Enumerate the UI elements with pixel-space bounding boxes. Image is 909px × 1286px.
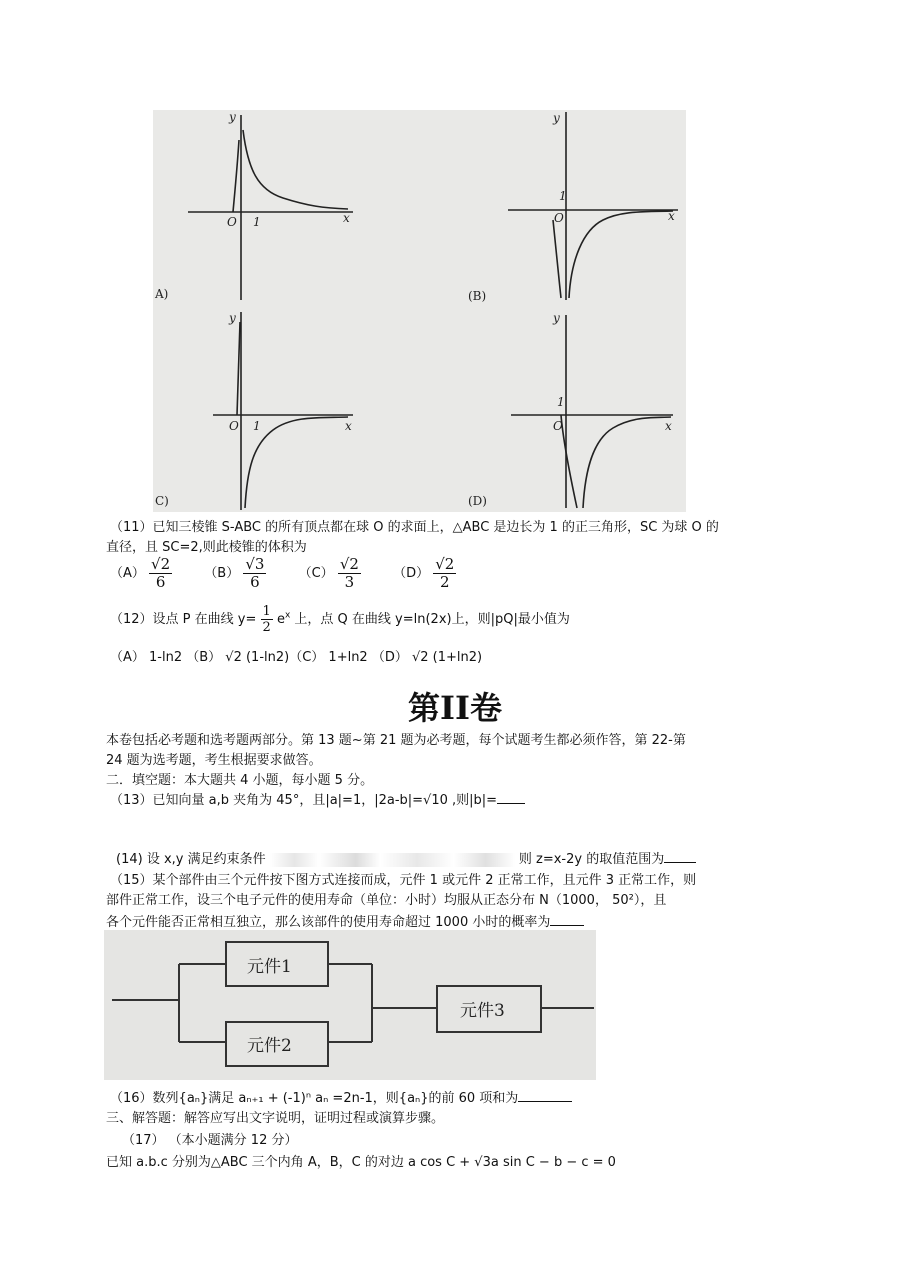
component3-label: 元件3 xyxy=(460,1001,505,1021)
q11-choice-c-fraction xyxy=(338,556,361,591)
function-graphs-svg xyxy=(153,110,686,512)
graph-b xyxy=(508,112,678,300)
graph-d-curve-left xyxy=(561,415,577,508)
q11-choice-d-den: 2 xyxy=(440,573,450,591)
graph-d-origin: O xyxy=(553,419,563,433)
graph-a xyxy=(188,115,353,300)
graph-a-origin: O xyxy=(227,215,237,229)
q14-blank xyxy=(664,862,696,863)
q11-choice-c-den: 3 xyxy=(344,573,355,591)
q11-line1: （11）已知三棱锥 S-ABC 的所有顶点都在球 O 的求面上，△ABC 是边长为 1 的正三角形，SC 为球 O 的 xyxy=(110,520,719,535)
graph-a-curve-left xyxy=(233,140,239,212)
q12-prefix: （12）设点 P 在曲线 y= xyxy=(110,612,257,627)
q11-choice-d-fraction xyxy=(433,556,456,591)
q13-text: （13）已知向量 a,b 夹角为 45°，且|a|=1，|2a-b|=√10 ,则|b|= xyxy=(110,793,498,808)
graph-b-x-label: x xyxy=(668,209,675,223)
graph-b-label: (B) xyxy=(468,289,487,303)
graph-b-tick-one: 1 xyxy=(559,189,567,203)
q14-question xyxy=(116,848,696,867)
circuit-diagram xyxy=(104,930,596,1080)
q11-choice-c xyxy=(299,556,361,591)
q12-exp-sup: x xyxy=(284,610,291,621)
q16-blank xyxy=(518,1101,572,1102)
q11-choice-b-fraction xyxy=(243,556,266,591)
q11-choice-d-num: √2 xyxy=(435,555,455,573)
graph-d xyxy=(511,315,673,508)
q11-choice-c-label: （C） xyxy=(298,566,334,581)
q11-choices xyxy=(110,556,484,591)
section2-heading: 二．填空题：本大题共 4 小题，每小题 5 分。 xyxy=(106,773,374,788)
section3-heading: 三、解答题：解答应写出文字说明，证明过程或演算步骤。 xyxy=(106,1111,445,1126)
q11-choice-a xyxy=(110,556,172,591)
q12-suffix: 上，点 Q 在曲线 y=ln(2x)上，则|pQ|最小值为 xyxy=(294,612,570,627)
part2-intro-line1: 本卷包括必考题和选考题两部分。第 13 题~第 21 题为必考题，每个试题考生都必须作答，第 22-第 xyxy=(106,733,686,748)
q14-constraint-image xyxy=(270,853,515,867)
circuit-diagram-svg xyxy=(104,930,596,1080)
graph-a-tick-one: 1 xyxy=(253,215,261,229)
q17-text: 已知 a.b.c 分别为△ABC 三个内角 A，B，C 的对边 a cos C + √3a sin C − b − c = 0 xyxy=(106,1155,616,1170)
graph-c-tick-one: 1 xyxy=(253,419,261,433)
graph-d-x-label: x xyxy=(665,419,672,433)
graph-c-origin: O xyxy=(229,419,239,433)
q11-choice-b-den: 6 xyxy=(250,573,260,591)
q11-choice-a-label: （A） xyxy=(110,566,145,581)
part2-title: 第II卷 xyxy=(408,689,502,727)
graph-a-label: A) xyxy=(155,287,169,301)
component1-label: 元件1 xyxy=(247,957,292,977)
q13-blank xyxy=(497,803,525,804)
graph-b-curve-left xyxy=(553,220,561,298)
q12-frac-den: 2 xyxy=(262,620,271,635)
part2-intro-line2: 24 题为选考题，考生根据要求做答。 xyxy=(106,753,322,768)
q15-line3 xyxy=(106,911,584,930)
graph-b-origin: O xyxy=(554,211,564,225)
q12-exp: e xyxy=(276,612,285,627)
q12-frac-num: 1 xyxy=(262,604,271,619)
q11-line2: 直径，且 SC=2,则此棱锥的体积为 xyxy=(106,540,307,555)
graph-a-y-label: y xyxy=(229,110,236,124)
q11-choice-c-num: √2 xyxy=(339,555,359,573)
graph-c xyxy=(213,312,353,510)
q16-question xyxy=(110,1087,572,1106)
function-graphs-figure xyxy=(153,110,686,512)
q11-choice-d xyxy=(393,556,456,591)
q11-choice-b-num: √3 xyxy=(245,555,265,573)
q13-question xyxy=(110,789,525,808)
graph-c-curve-left xyxy=(237,322,240,415)
component2-label: 元件2 xyxy=(247,1036,292,1056)
q16-text: （16）数列{aₙ}满足 aₙ₊₁ + (-1)ⁿ aₙ =2n-1，则{aₙ}的前 60 项和为 xyxy=(110,1091,519,1106)
graph-c-y-label: y xyxy=(229,311,236,325)
graph-d-label: (D) xyxy=(468,494,487,508)
q11-choice-b xyxy=(204,556,266,591)
graph-c-x-label: x xyxy=(345,419,352,433)
q11-choice-a-den: 6 xyxy=(155,573,166,591)
q17-header: （17） （本小题满分 12 分） xyxy=(122,1133,298,1148)
q12-fraction xyxy=(261,604,273,635)
graph-a-x-label: x xyxy=(343,211,350,225)
q11-choice-a-fraction xyxy=(149,556,172,591)
q12-question xyxy=(110,604,570,635)
q15-blank xyxy=(550,925,584,926)
q11-choice-d-label: （D） xyxy=(393,566,430,581)
q14-suffix: 则 z=x-2y 的取值范围为 xyxy=(518,852,665,867)
q14-prefix: (14) 设 x,y 满足约束条件 xyxy=(116,852,266,867)
graph-d-tick-one: 1 xyxy=(557,395,565,409)
q15-line1: （15）某个部件由三个元件按下图方式连接而成，元件 1 或元件 2 正常工作，且元件 3 正常工作，则 xyxy=(110,873,697,888)
q11-choice-b-label: （B） xyxy=(204,566,240,581)
q12-choices: （A） 1-ln2 （B） √2 (1-ln2)（C） 1+ln2 （D） √2 (1+ln2) xyxy=(110,650,483,665)
graph-d-curve-right xyxy=(583,417,671,508)
graph-d-y-label: y xyxy=(553,311,560,325)
q11-choice-a-num: √2 xyxy=(151,555,171,573)
q15-line2: 部件正常工作，设三个电子元件的使用寿命（单位：小时）均服从正态分布 N（1000， 50²），且 xyxy=(106,893,667,908)
graph-b-curve-right xyxy=(569,211,673,298)
q15-line3-text: 各个元件能否正常相互独立，那么该部件的使用寿命超过 1000 小时的概率为 xyxy=(106,915,551,930)
graph-c-label: C) xyxy=(155,494,169,508)
graph-b-y-label: y xyxy=(553,111,560,125)
graph-a-curve-right xyxy=(243,130,348,209)
